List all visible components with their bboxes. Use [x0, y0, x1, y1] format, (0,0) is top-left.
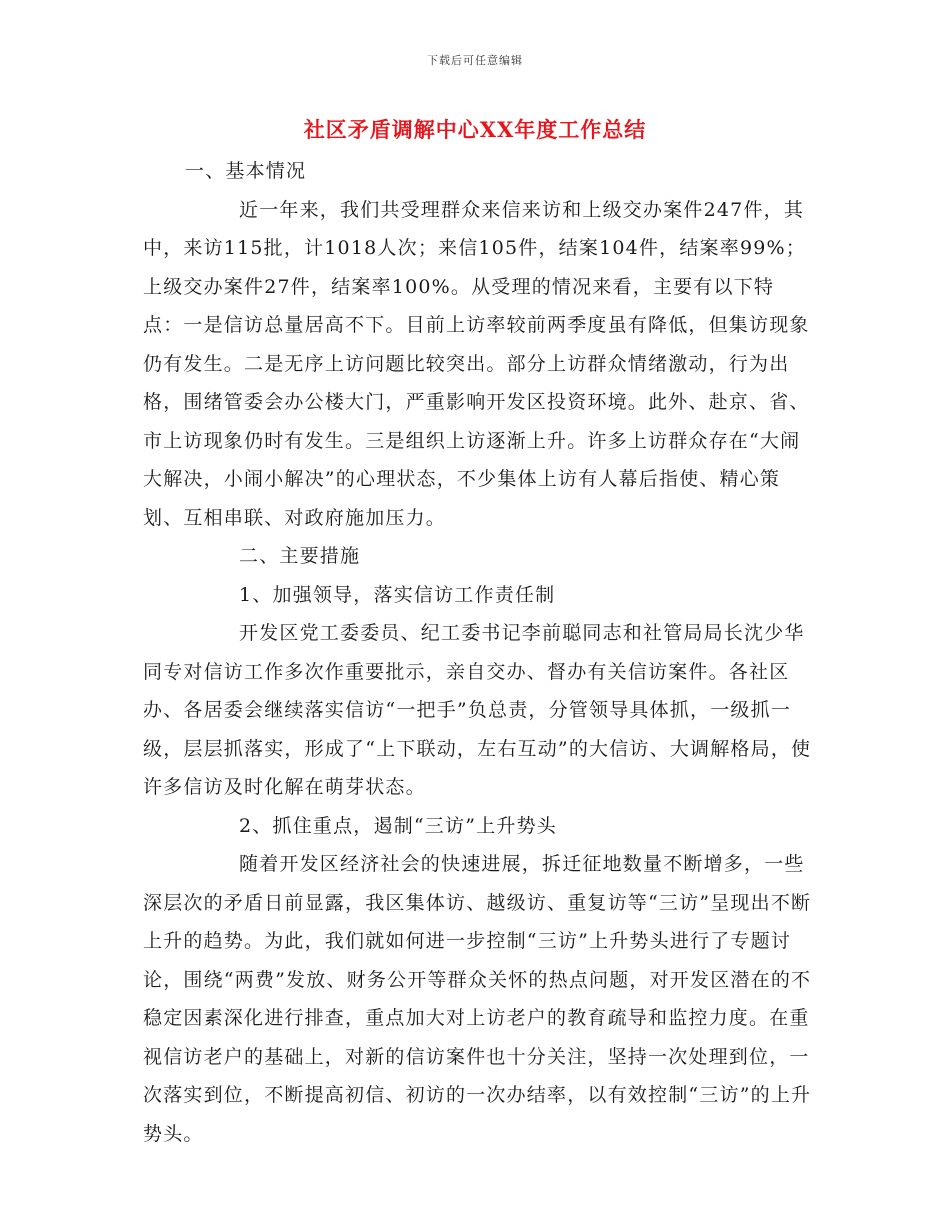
subheading-curb-three-visits: 2、抓住重点，遏制“三访”上升势头 [239, 814, 557, 837]
subheading-strengthen-leadership: 1、加强领导，落实信访工作责任制 [239, 583, 556, 606]
paragraph-strengthen-leadership: 开发区党工委委员、纪工委书记李前聪同志和社管局局长沈少华同专对信访工作多次作重要批示，亲自交办、督办有关信访案件。各社区办、各居委会继续落实信访“一把手”负总责，分管领导具体抓，一级抓一级，层层抓落实，形成了“上下联动，左右互动”的大信访、大调解格局，使许多信访及时化解在萌芽状态。 [143, 622, 812, 798]
header-note: 下载后可任意编辑 [427, 54, 523, 67]
document-body [143, 152, 813, 1153]
paragraph-basic-situation: 近一年来，我们共受理群众来信来访和上级交办案件247件，其中，来访115批，计1018人次；来信105件，结案104件，结案率99%；上级交办案件27件，结案率100%。从受理的情况来看，主要有以下特点：一是信访总量居高不下。目前上访率较前两季度虽有降低，但集访现象仍有发生。二是无序上访问题比较突出。部分上访群众情绪激动，行为出格，围绪管委会办公楼大门，严重影响开发区投资环境。此外、赴京、省、市上访现象仍时有发生。三是组织上访逐渐上升。许多上访群众存在“大闹大解决，小闹小解决”的心理状态，不少集体上访有人幕后指使、精心策划、互相串联、对政府施加压力。 [143, 198, 810, 529]
paragraph-curb-three-visits: 随着开发区经济社会的快速进展，拆迁征地数量不断增多，一些深层次的矛盾日前显露，我区集体访、越级访、重复访等“三访”呈现出不断上升的趋势。为此，我们就如何进一步控制“三访”上升势头进行了专题讨论，围绕“两费”发放、财务公开等群众关怀的热点问题，对开发区潜在的不稳定因素深化进行排查，重点加大对上访老户的教育疏导和监控力度。在重视信访老户的基础上，对新的信访案件也十分关注，坚持一次处理到位，一次落实到位，不断提高初信、初访的一次办结率，以有效控制“三访”的上升势头。 [143, 853, 812, 1145]
section-heading-main-measures: 二、主要措施 [239, 545, 361, 567]
section-heading-basic-situation: 一、基本情况 [185, 160, 307, 182]
document-title: 社区矛盾调解中心XX年度工作总结 [303, 117, 647, 142]
